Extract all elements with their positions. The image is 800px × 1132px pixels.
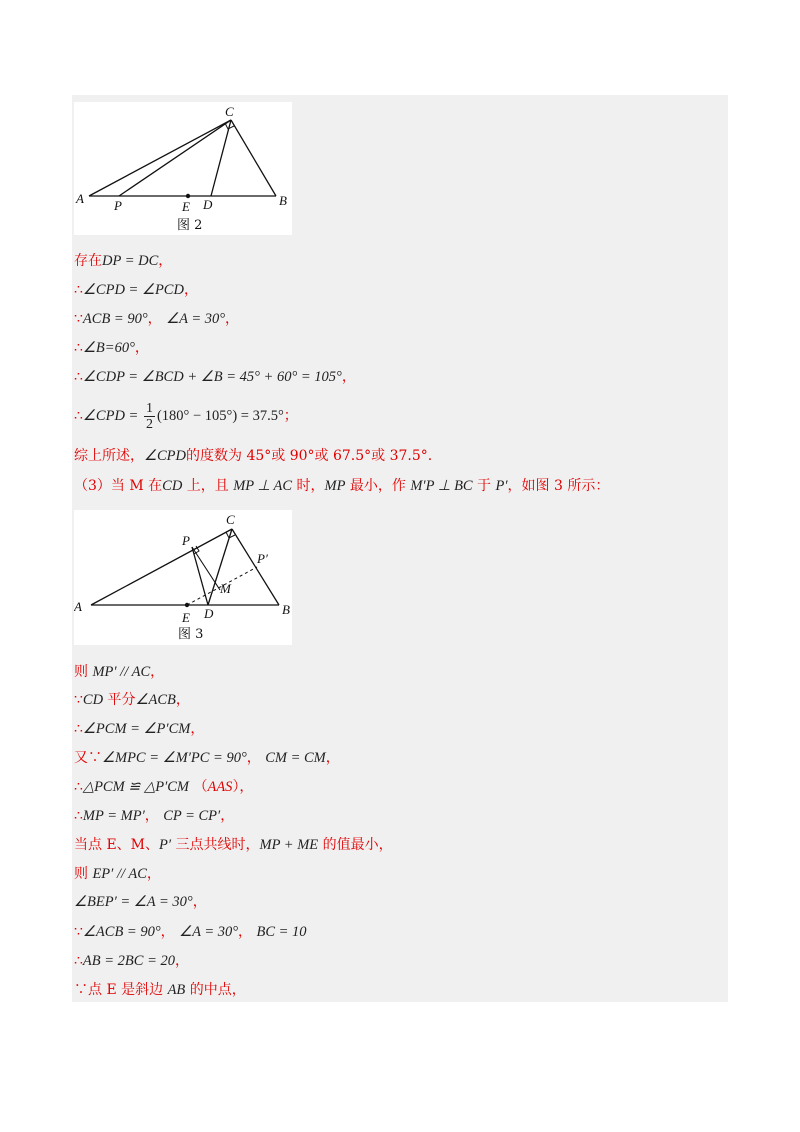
math: ∠BEP′ = ∠A = 30°	[74, 894, 193, 910]
text: ，	[175, 692, 190, 708]
text: ∴	[74, 721, 83, 737]
line-9	[74, 659, 164, 685]
text: 的度数为 45°或 90°或 67.5°或 37.5°.	[186, 448, 433, 464]
line-6	[74, 398, 298, 434]
text: （	[189, 779, 208, 795]
fig2-label-c: C	[225, 104, 234, 119]
text: ∴	[74, 408, 83, 424]
math: M′P ⊥ BC	[410, 478, 473, 494]
fig3-label-a: A	[74, 599, 82, 614]
text: 当点 E、M、	[74, 837, 160, 853]
math: P′	[159, 837, 172, 853]
math: MP	[324, 478, 346, 494]
line-20	[74, 977, 246, 1003]
line-3	[74, 306, 239, 332]
text: 的值最小，	[318, 837, 393, 853]
fig2-label-d: D	[203, 197, 213, 212]
math: ∠A = 30°	[179, 924, 239, 940]
line-5	[74, 364, 356, 390]
text: ，	[220, 808, 235, 824]
math: CP = CP′	[163, 808, 221, 824]
math: MP + ME	[259, 837, 319, 853]
fig3-label-p-prime: P′	[257, 551, 268, 566]
figure-3	[74, 510, 292, 645]
fig2-label-b: B	[279, 193, 287, 208]
text: ，	[246, 750, 266, 766]
math: CD	[82, 692, 104, 708]
text: ∴	[74, 340, 83, 356]
line-19	[74, 948, 189, 974]
text: ，	[146, 866, 161, 882]
text: 则	[74, 866, 93, 882]
math: ∠CPD = ∠PCD	[82, 282, 184, 298]
text: 最小，作	[345, 478, 411, 494]
fig2-caption: 图 2	[177, 218, 203, 233]
fig3-label-b: B	[282, 602, 290, 617]
line-8	[74, 473, 609, 499]
math: BC = 10	[256, 924, 307, 940]
text: 时，	[292, 478, 325, 494]
fig2-label-p: P	[114, 198, 122, 213]
text: ），	[232, 779, 254, 795]
line-15	[74, 832, 393, 858]
text: ，	[192, 894, 207, 910]
math: ∠CDP = ∠BCD + ∠B = 45° + 60° = 105°	[82, 369, 342, 385]
line-1	[74, 248, 172, 274]
text: ∵	[74, 692, 83, 708]
math: CM = CM	[265, 750, 326, 766]
fig3-label-e: E	[182, 610, 190, 625]
text: ，	[174, 953, 189, 969]
text: 则	[74, 664, 93, 680]
line-14	[74, 803, 234, 829]
math: MP = MP′	[82, 808, 145, 824]
text: ，	[134, 340, 149, 356]
text: 平分	[103, 692, 136, 708]
text: ∴	[74, 369, 83, 385]
math: P′	[495, 478, 508, 494]
math: EP′ // AC	[92, 866, 147, 882]
fraction	[144, 401, 155, 432]
math: △PCM ≌ △P′CM	[82, 779, 190, 795]
fraction-numerator: 1	[145, 400, 153, 416]
line-10	[74, 687, 190, 713]
math: ACB = 90°	[82, 311, 148, 327]
line-13	[74, 774, 253, 800]
line-2	[74, 277, 198, 303]
text: ∵	[74, 924, 83, 940]
text: ，	[144, 808, 164, 824]
fig2-label-a: A	[76, 191, 84, 206]
line-18	[74, 919, 307, 945]
math: ∠PCM = ∠P′CM	[82, 721, 191, 737]
text: ，	[160, 924, 180, 940]
text: 存在	[74, 253, 102, 269]
text: ；	[283, 408, 298, 424]
text: ∵	[74, 311, 83, 327]
math: AB	[167, 982, 186, 998]
text: ，如图 3 所示：	[507, 478, 610, 494]
text: ，	[325, 750, 340, 766]
math: (180° − 105°) = 37.5°	[156, 408, 284, 424]
math: AAS	[207, 779, 233, 795]
figure-2-diagram	[74, 102, 292, 235]
text: ，	[341, 369, 356, 385]
math: ∠ACB = 90°	[82, 924, 161, 940]
line-7	[74, 443, 432, 469]
math: MP ⊥ AC	[233, 478, 293, 494]
text: ，	[225, 311, 240, 327]
text: ∴	[74, 953, 83, 969]
text: 于	[472, 478, 496, 494]
figure-3-diagram	[74, 510, 292, 645]
math: DP = DC	[102, 253, 159, 269]
text: ，	[147, 311, 167, 327]
line-11	[74, 716, 204, 742]
fig3-label-p: P	[182, 533, 190, 548]
math: ∠B=60°	[82, 340, 135, 356]
fig3-label-m: M	[220, 581, 231, 596]
fig3-label-c: C	[226, 512, 235, 527]
math: MP′ // AC	[92, 664, 151, 680]
line-17	[74, 889, 207, 915]
fig3-caption: 图 3	[178, 627, 204, 642]
text: ∴	[74, 282, 83, 298]
text: ∴	[74, 779, 83, 795]
math: CD	[162, 478, 183, 494]
text: 又∵	[74, 750, 102, 766]
fig3-label-d: D	[204, 606, 214, 621]
math: ∠MPC = ∠M′PC = 90°	[102, 750, 247, 766]
text: 的中点，	[185, 982, 246, 998]
math: AB = 2BC = 20	[82, 953, 175, 969]
line-12	[74, 745, 340, 771]
math: ∠ACB	[135, 692, 176, 708]
math: ∠CPD	[144, 448, 186, 464]
fig2-label-e: E	[182, 199, 190, 214]
text: ，	[190, 721, 205, 737]
text: 综上所述，	[74, 448, 144, 464]
text: ，	[150, 664, 165, 680]
text: 三点共线时，	[171, 837, 260, 853]
figure-2	[74, 102, 292, 235]
text: ，	[238, 924, 257, 940]
line-4	[74, 335, 149, 361]
text: （3）当 M 在	[74, 478, 163, 494]
text: ∵点 E 是斜边	[74, 982, 168, 998]
text: ，	[158, 253, 173, 269]
math: ∠A = 30°	[166, 311, 226, 327]
text: ∴	[74, 808, 83, 824]
text: 上，且	[182, 478, 234, 494]
math: ∠CPD =	[82, 408, 142, 424]
text: ，	[183, 282, 198, 298]
line-16	[74, 861, 161, 887]
fraction-denominator: 2	[145, 416, 153, 432]
